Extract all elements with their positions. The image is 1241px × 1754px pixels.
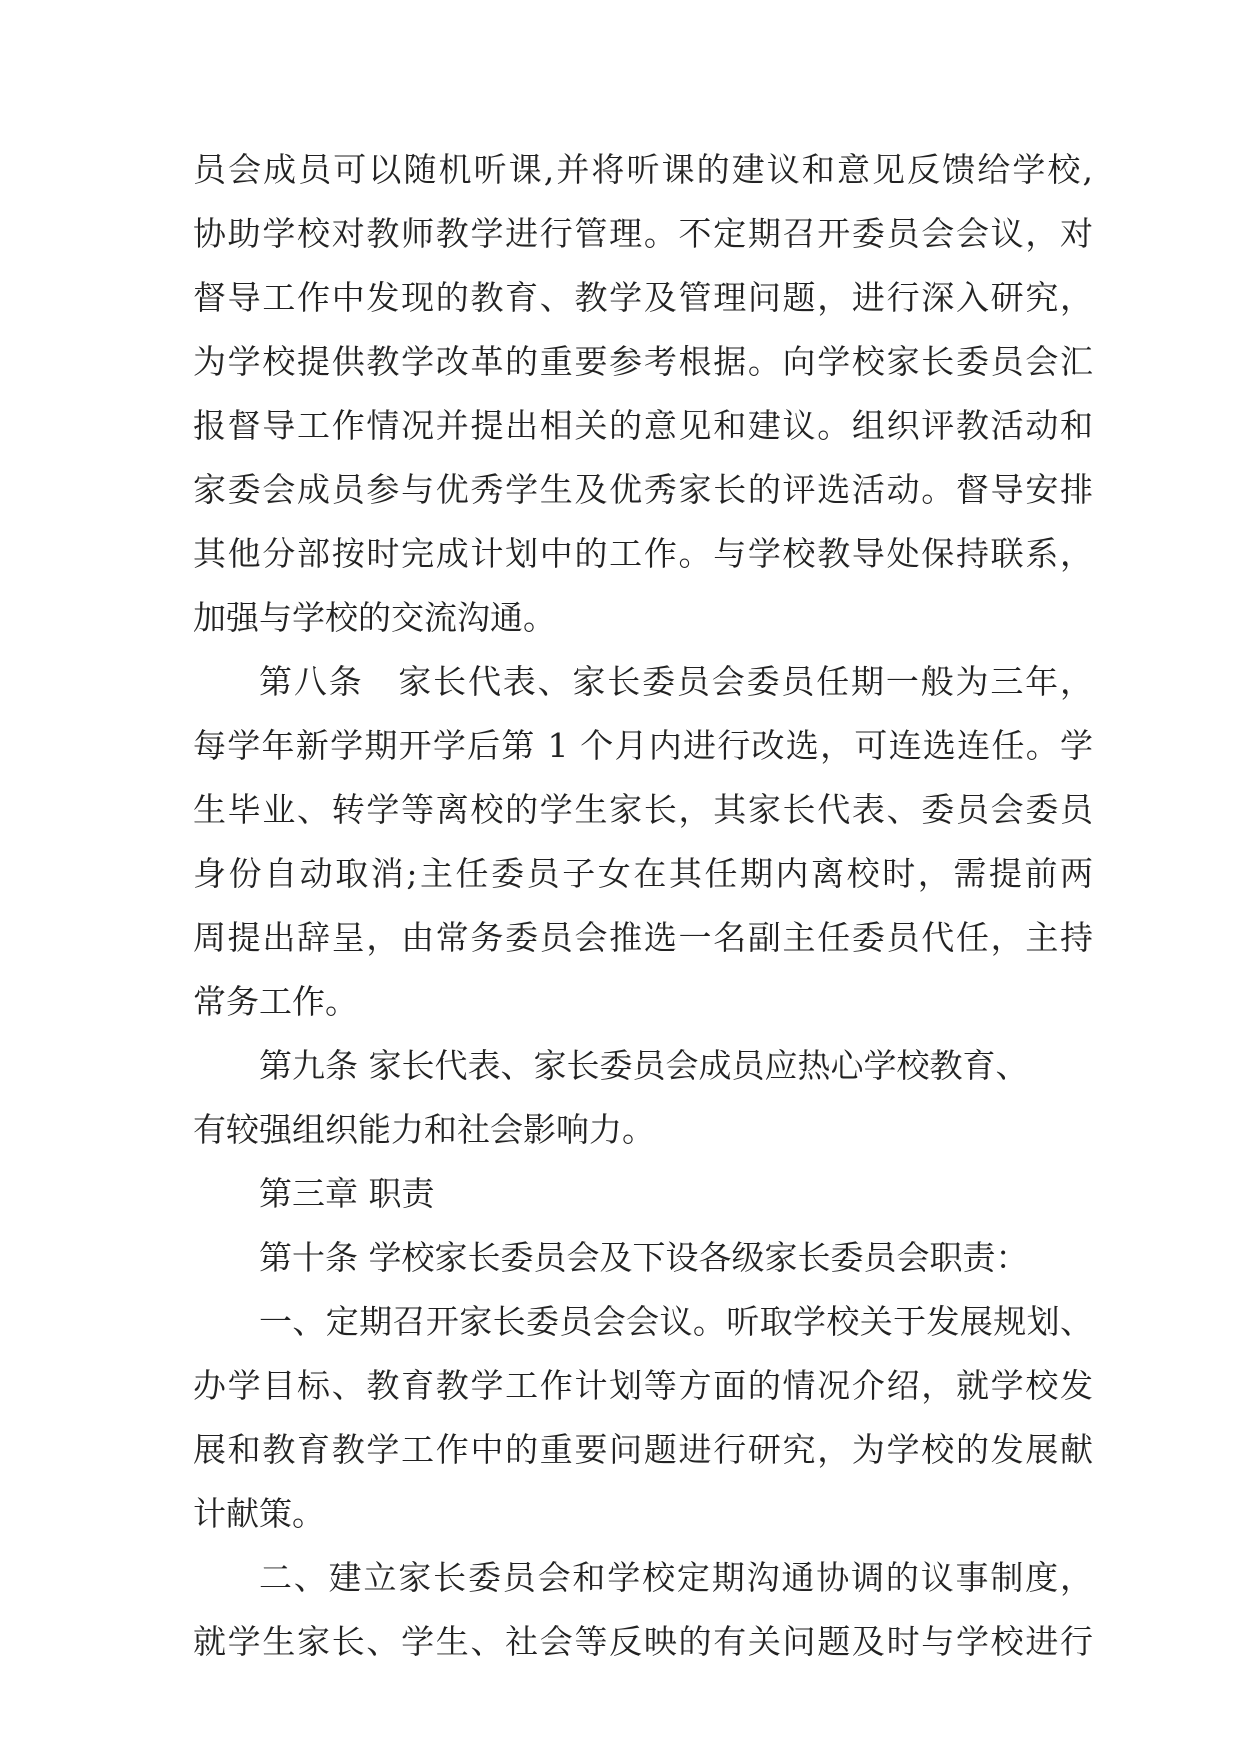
text-line: 其他分部按时完成计划中的工作。与学校教导处保持联系，	[193, 534, 1093, 573]
text-line: 报督导工作情况并提出相关的意见和建议。组织评教活动和	[193, 406, 1093, 445]
text-line: 周提出辞呈，由常务委员会推选一名副主任委员代任，主持	[193, 918, 1093, 957]
text-line: 家委会成员参与优秀学生及优秀家长的评选活动。督导安排	[193, 470, 1093, 509]
chapter-3-heading: 第三章 职责	[259, 1174, 435, 1213]
item-2-line: 二、建立家长委员会和学校定期沟通协调的议事制度，	[259, 1558, 1093, 1597]
text-line: 每学年新学期开学后第 1 个月内进行改选，可连选连任。学	[193, 726, 1093, 765]
text-line: 展和教育教学工作中的重要问题进行研究，为学校的发展献	[193, 1430, 1093, 1469]
item-1-line: 一、定期召开家长委员会会议。听取学校关于发展规划、	[259, 1302, 1093, 1341]
text-line: 加强与学校的交流沟通。	[193, 598, 556, 637]
article-8-heading-line: 第八条 家长代表、家长委员会委员任期一般为三年，	[259, 662, 1093, 701]
text-line: 生毕业、转学等离校的学生家长，其家长代表、委员会委员	[193, 790, 1093, 829]
text-line: 督导工作中发现的教育、教学及管理问题，进行深入研究，	[193, 278, 1093, 317]
text-line: 办学目标、教育教学工作计划等方面的情况介绍，就学校发	[193, 1366, 1093, 1405]
text-line: 计献策。	[193, 1494, 325, 1533]
text-line: 常务工作。	[193, 982, 358, 1021]
text-line: 为学校提供教学改革的重要参考根据。向学校家长委员会汇	[193, 342, 1093, 381]
text-line: 员会成员可以随机听课,并将听课的建议和意见反馈给学校,	[193, 150, 1093, 189]
text-line: 有较强组织能力和社会影响力。	[193, 1110, 655, 1149]
article-10-heading-line: 第十条 学校家长委员会及下设各级家长委员会职责：	[259, 1238, 1029, 1277]
text-line: 身份自动取消;主任委员子女在其任期内离校时，需提前两	[193, 854, 1093, 893]
article-9-heading-line: 第九条 家长代表、家长委员会成员应热心学校教育、	[259, 1046, 1029, 1085]
text-line: 就学生家长、学生、社会等反映的有关问题及时与学校进行	[193, 1622, 1093, 1661]
text-line: 协助学校对教师教学进行管理。不定期召开委员会会议，对	[193, 214, 1093, 253]
